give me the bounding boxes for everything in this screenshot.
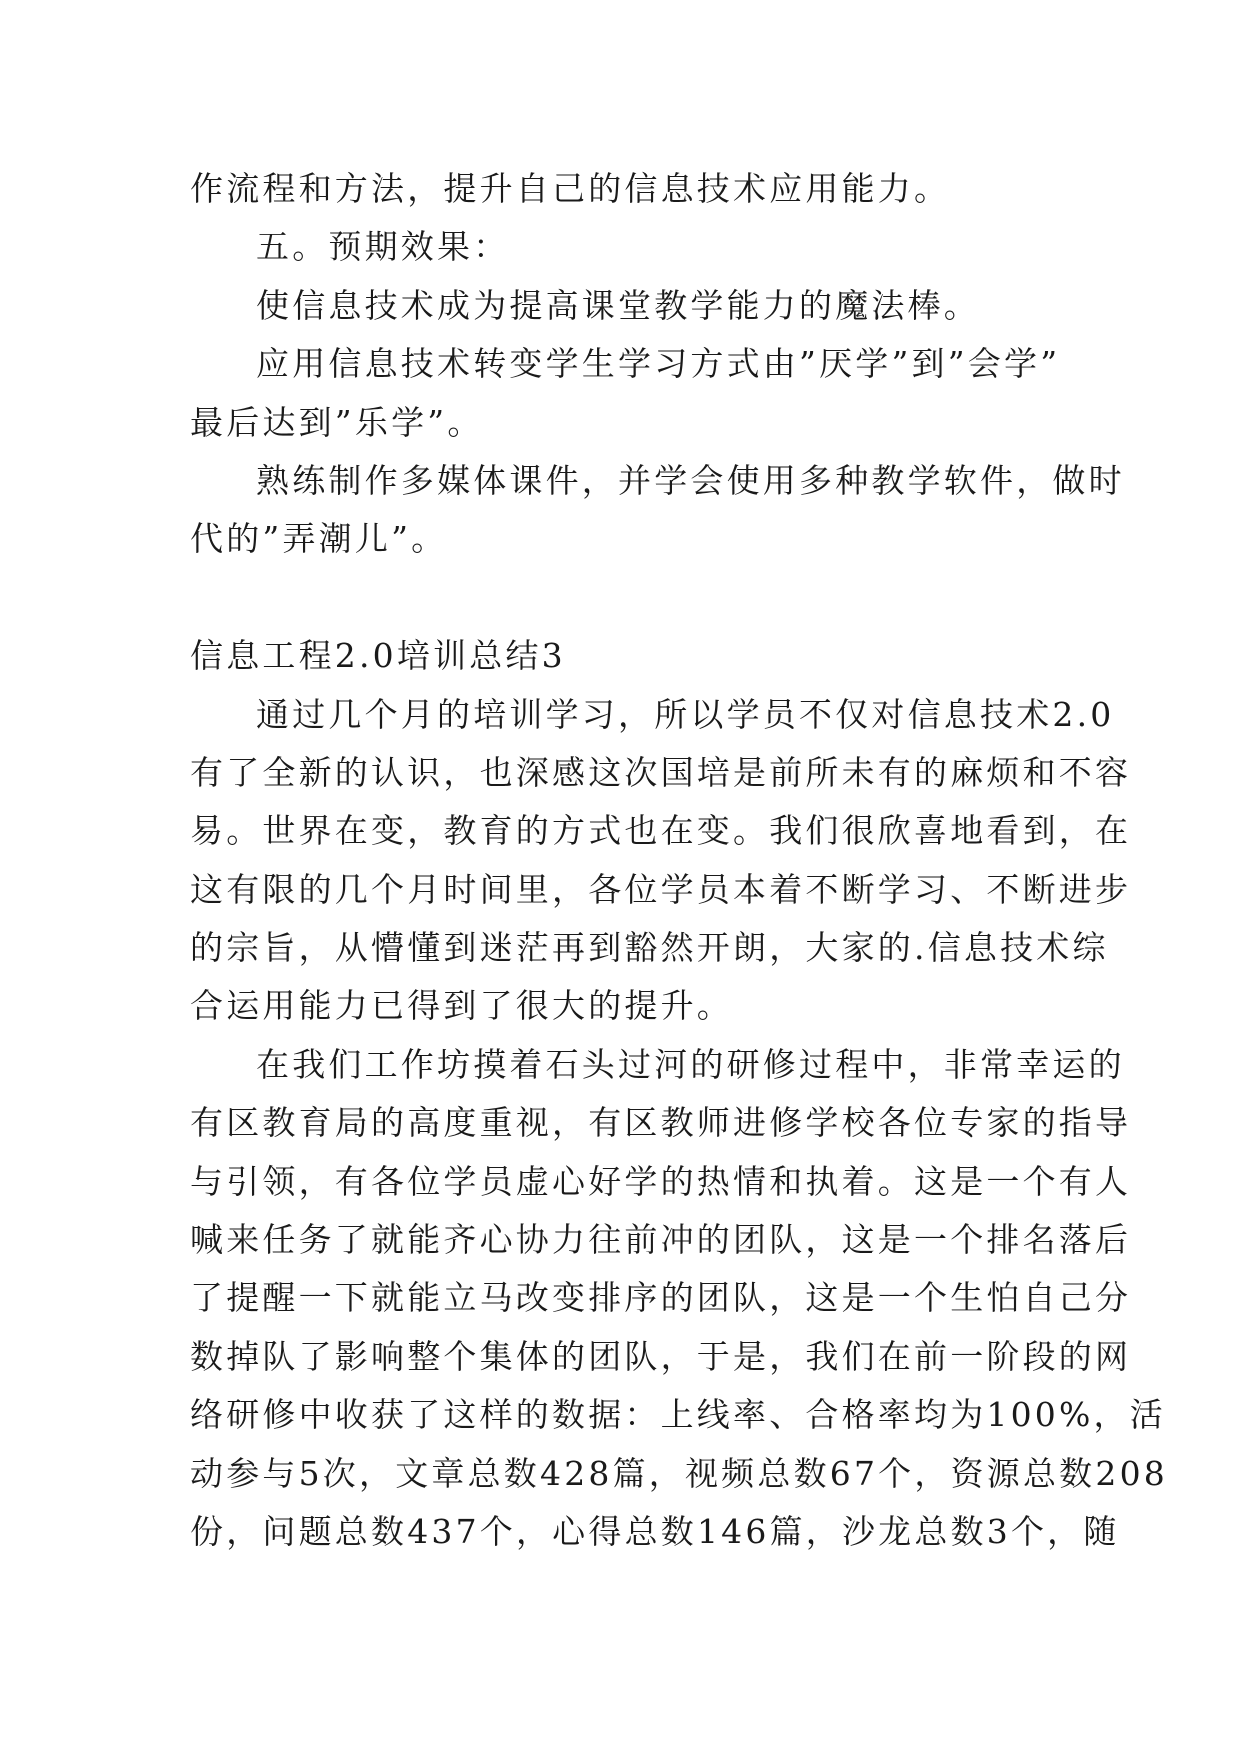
paragraph-line: 有区教育局的高度重视，有区教师进修学校各位专家的指导: [190, 1103, 1132, 1143]
paragraph-line: 合运用能力已得到了很大的提升。: [190, 986, 733, 1026]
paragraph-line: 使信息技术成为提高课堂教学能力的魔法棒。: [256, 285, 980, 325]
paragraph-line: 份，问题总数437个，心得总数146篇，沙龙总数3个，随: [190, 1511, 1120, 1551]
paragraph-line: 动参与5次，文章总数428篇，视频总数67个，资源总数208: [190, 1453, 1168, 1493]
paragraph-line: 易。世界在变，教育的方式也在变。我们很欣喜地看到，在: [190, 811, 1132, 851]
paragraph-line: 数掉队了影响整个集体的团队，于是，我们在前一阶段的网: [190, 1336, 1132, 1376]
paragraph-line: 了提醒一下就能立马改变排序的团队，这是一个生怕自己分: [190, 1278, 1132, 1318]
paragraph-line: 这有限的几个月时间里，各位学员本着不断学习、不断进步: [190, 869, 1132, 909]
paragraph-line: 的宗旨，从懵懂到迷茫再到豁然开朗，大家的.信息技术综: [190, 928, 1109, 968]
paragraph-line: 有了全新的认识，也深感这次国培是前所未有的麻烦和不容: [190, 752, 1132, 792]
paragraph-line: 代的”弄潮儿”。: [190, 519, 448, 559]
paragraph-line: 在我们工作坊摸着石头过河的研修过程中，非常幸运的: [256, 1044, 1125, 1084]
paragraph-line: 应用信息技术转变学生学习方式由”厌学”到”会学”: [256, 344, 1061, 384]
section-heading: 五。预期效果：: [256, 227, 510, 267]
paragraph-line: 络研修中收获了这样的数据：上线率、合格率均为100%，活: [190, 1395, 1166, 1435]
blank-line: [190, 569, 1052, 627]
document-page: [190, 160, 1168, 1561]
paragraph-line: 作流程和方法，提升自己的信息技术应用能力。: [190, 169, 951, 208]
paragraph-line: 与引领，有各位学员虚心好学的热情和执着。这是一个有人: [190, 1161, 1132, 1201]
paragraph-line: 最后达到”乐学”。: [190, 402, 484, 442]
paragraph-line: 通过几个月的培训学习，所以学员不仅对信息技术2.0: [256, 694, 1115, 734]
paragraph-line: 喊来任务了就能齐心协力往前冲的团队，这是一个排名落后: [190, 1220, 1132, 1260]
document-title: 信息工程2.0培训总结3: [190, 636, 566, 676]
paragraph-line: 熟练制作多媒体课件，并学会使用多种教学软件，做时: [256, 460, 1125, 500]
